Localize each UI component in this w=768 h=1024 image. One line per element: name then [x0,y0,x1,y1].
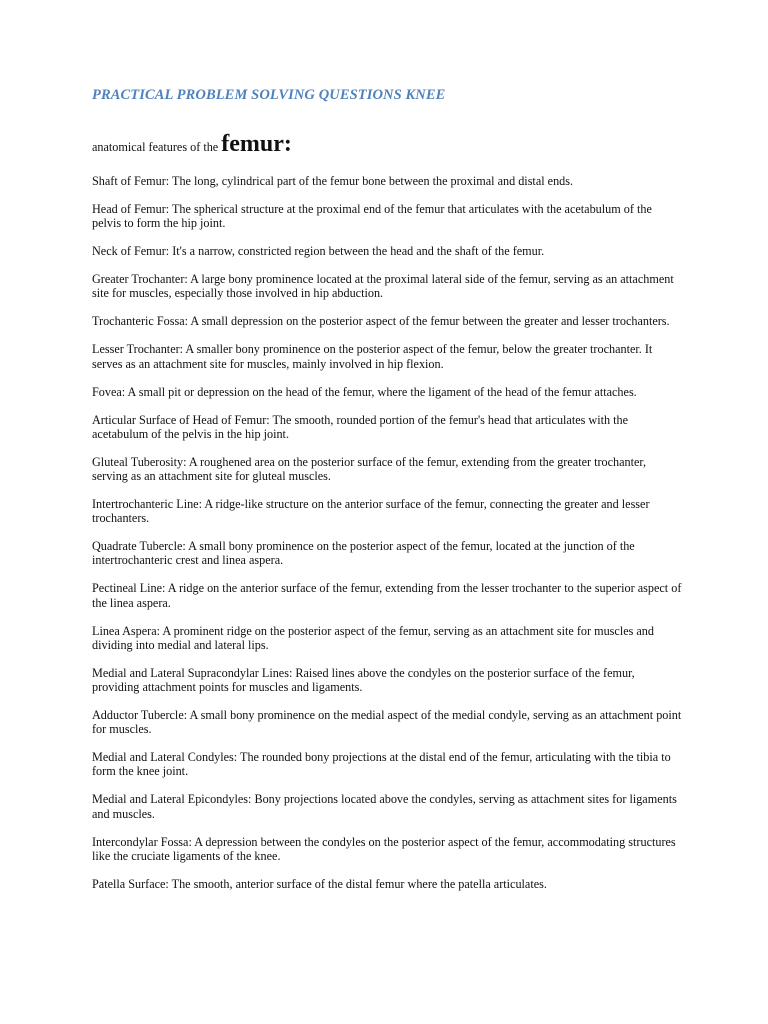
intro-prefix: anatomical features of the [92,140,222,154]
intro-subject: femur: [221,131,292,157]
intro-line [92,132,292,156]
feature-entry-gluteal-tuberosity: Gluteal Tuberosity: A roughened area on the posterior surface of the femur, extending from the greater trochanter, serving as an attachment site for gluteal muscles. [92,454,647,484]
feature-entry-epicondyles: Medial and Lateral Epicondyles: Bony projections located above the condyles, serving as attachment sites for ligaments and muscles. [92,792,677,821]
feature-entry-supracondylar-lines: Medial and Lateral Supracondylar Lines: Raised lines above the condyles on the posterior surface of the femur, providing attachment points for muscles and ligaments. [92,665,635,695]
feature-entry-trochanteric-fossa: Trochanteric Fossa: A small depression on the posterior aspect of the femur between the greater and lesser trochanters. [92,314,670,329]
document-title: PRACTICAL PROBLEM SOLVING QUESTIONS KNEE [92,87,446,103]
feature-entry-shaft: Shaft of Femur: The long, cylindrical part of the femur bone between the proximal and distal ends. [92,174,574,188]
feature-entry-quadrate-tubercle: Quadrate Tubercle: A small bony prominence on the posterior aspect of the femur, located at the junction of the intertrochanteric crest and linea aspera. [92,539,635,568]
feature-entry-condyles: Medial and Lateral Condyles: The rounded bony projections at the distal end of the femur, articulating with the tibia to form the knee joint. [92,750,671,779]
feature-entry-fovea: Fovea: A small pit or depression on the head of the femur, where the ligament of the head of the femur attaches. [92,384,637,399]
feature-entry-intercondylar-fossa: Intercondylar Fossa: A depression between the condyles on the posterior aspect of the femur, accommodating structures like the cruciate ligaments of the knee. [92,834,676,863]
feature-entry-patella-surface: Patella Surface: The smooth, anterior surface of the distal femur where the patella articulates. [92,876,547,891]
feature-entry-lesser-trochanter: Lesser Trochanter: A smaller bony prominence on the posterior aspect of the femur, below the greater trochanter. It serves as an attachment site for muscles, mainly involved in hip flexion. [92,342,653,371]
feature-entry-articular-surface: Articular Surface of Head of Femur: The smooth, rounded portion of the femur's head that articulates with the acetabulum of the pelvis in the hip joint. [92,412,629,441]
feature-entry-head: Head of Femur: The spherical structure at the proximal end of the femur that articulates with the acetabulum of the pelvis to form the hip joint. [92,202,652,231]
feature-list [92,174,682,905]
feature-entry-greater-trochanter: Greater Trochanter: A large bony prominence located at the proximal lateral side of the femur, serving as an attachment site for muscles, especially those involved in hip abduction. [92,272,674,301]
feature-entry-adductor-tubercle: Adductor Tubercle: A small bony prominence on the medial aspect of the medial condyle, serving as an attachment point for muscles. [92,708,682,737]
feature-entry-intertrochanteric-line: Intertrochanteric Line: A ridge-like structure on the anterior surface of the femur, connecting the greater and lesser trochanters. [92,497,650,526]
feature-entry-neck: Neck of Femur: It's a narrow, constricted region between the head and the shaft of the femur. [92,244,545,259]
feature-entry-pectineal-line: Pectineal Line: A ridge on the anterior surface of the femur, extending from the lesser trochanter to the superior aspect of the linea aspera. [92,581,682,610]
feature-entry-linea-aspera: Linea Aspera: A prominent ridge on the posterior aspect of the femur, serving as an attachment site for muscles and dividing into medial and lateral lips. [92,623,654,652]
